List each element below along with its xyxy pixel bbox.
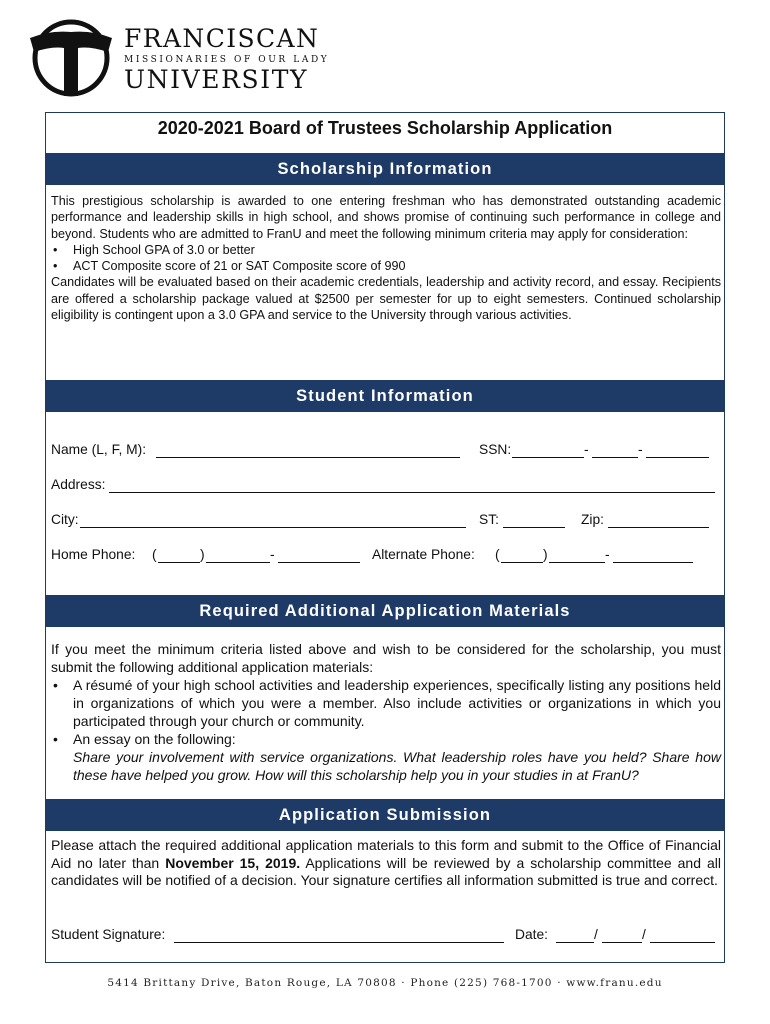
- footer-contact: 5414 Brittany Drive, Baton Rouge, LA 70808 · Phone (225) 768-1700 · www.franu.edu: [107, 977, 663, 989]
- ssn-separator: -: [638, 442, 643, 457]
- materials-item: • An essay on the following: Share your involvement with service organizations. What leadership roles have you held? Share how these have helped you grow. How will this scholarship help you in your studies in at FranU?: [53, 731, 721, 783]
- logo-missionaries: MISSIONARIES OF OUR LADY: [124, 55, 330, 65]
- ssn-separator: -: [584, 442, 589, 457]
- application-form: [45, 112, 725, 963]
- scholarship-info-section: [51, 193, 721, 323]
- scholarship-info-heading: Scholarship Information: [46, 153, 724, 185]
- signature-row: [51, 926, 721, 944]
- criteria-item: • ACT Composite score of 21 or SAT Composite score of 990: [53, 259, 406, 274]
- name-ssn-row: [51, 441, 721, 459]
- university-logo: [28, 14, 338, 98]
- form-title: 2020-2021 Board of Trustees Scholarship Application: [157, 118, 613, 138]
- home-phone-prefix[interactable]: [206, 562, 270, 563]
- submission-heading: Application Submission: [46, 799, 724, 831]
- state-field[interactable]: [503, 527, 565, 528]
- scholarship-intro: This prestigious scholarship is awarded to one entering freshman who has demonstrated outstanding academic performance and leadership skills in high school, and shows promise of continuing such performance in college and beyond. Students who are admitted to FranU and meet the following minimum criteria may apply for consideration:: [51, 194, 721, 241]
- home-phone-line[interactable]: [278, 562, 360, 563]
- materials-section: [51, 640, 721, 784]
- signature-field[interactable]: [174, 942, 504, 943]
- phone-row: [51, 546, 721, 564]
- address-row: [51, 476, 721, 494]
- phone-separator: -: [605, 547, 610, 562]
- date-month-field[interactable]: [556, 942, 594, 943]
- paren-close: ): [543, 547, 548, 562]
- paren-close: ): [200, 547, 205, 562]
- materials-intro: If you meet the minimum criteria listed above and wish to be considered for the scholarship, you must submit the following additional application materials:: [51, 641, 721, 675]
- alt-phone-label: Alternate Phone:: [372, 547, 475, 562]
- materials-item: • A résumé of your high school activities and leadership experiences, specifically listing any positions held in organizations of which you were a member. Also include activities or organizations in which you participated through your church or community.: [53, 677, 721, 729]
- date-separator: /: [642, 927, 646, 942]
- scholarship-evaluation: Candidates will be evaluated based on their academic credentials, leadership and activity record, and essay. Recipients are offered a scholarship package valued at $2500 per semester for up to eight semesters. Continued scholarship eligibility is contingent upon a 3.0 GPA and service to the University through various activities.: [51, 275, 721, 323]
- city-field[interactable]: [80, 527, 466, 528]
- date-separator: /: [594, 927, 598, 942]
- materials-heading: Required Additional Application Materials: [46, 595, 724, 627]
- deadline: November 15, 2019.: [165, 854, 301, 871]
- submission-text-part: Applications will be reviewed by a scholarship committee and all candidates will be notified of a decision. Your signature certifies all information submitted is true and correct.: [51, 854, 721, 888]
- date-label: Date:: [515, 927, 548, 942]
- zip-field[interactable]: [608, 527, 709, 528]
- phone-separator: -: [270, 547, 275, 562]
- signature-label: Student Signature:: [51, 927, 166, 942]
- zip-label: Zip:: [581, 512, 604, 527]
- criteria-item: • High School GPA of 3.0 or better: [53, 242, 255, 257]
- submission-text: [51, 837, 721, 890]
- logo-university: UNIVERSITY: [124, 65, 309, 94]
- submission-text-part: Please attach the required additional application materials to this form and submit to the Office of Financial Aid no later than: [51, 837, 721, 871]
- ssn-field-part2[interactable]: [592, 457, 638, 458]
- ssn-label: SSN:: [479, 442, 512, 457]
- paren-open: (: [495, 547, 500, 562]
- address-label: Address:: [51, 477, 106, 492]
- city-row: [51, 511, 721, 529]
- home-phone-label: Home Phone:: [51, 547, 136, 562]
- date-year-field[interactable]: [650, 942, 715, 943]
- essay-prompt: Share your involvement with service organizations. What leadership roles have you held? Share how these have helped you grow. How will this scholarship help you in your studies in at FranU?: [73, 749, 721, 783]
- alt-phone-prefix[interactable]: [549, 562, 605, 563]
- alt-phone-area-code[interactable]: [501, 562, 543, 563]
- name-label: Name (L, F, M):: [51, 442, 147, 457]
- home-phone-area-code[interactable]: [158, 562, 200, 563]
- tau-cross-icon: [28, 14, 114, 98]
- student-info-heading: Student Information: [46, 380, 724, 412]
- alt-phone-line[interactable]: [613, 562, 693, 563]
- ssn-field-part3[interactable]: [646, 457, 709, 458]
- address-field[interactable]: [109, 492, 715, 493]
- name-field[interactable]: [156, 457, 460, 458]
- ssn-field-part1[interactable]: [512, 457, 584, 458]
- paren-open: (: [152, 547, 157, 562]
- city-label: City:: [51, 512, 79, 527]
- logo-franciscan: FRANCISCAN: [124, 24, 320, 53]
- date-day-field[interactable]: [602, 942, 642, 943]
- essay-label: An essay on the following:: [73, 731, 236, 747]
- state-label: ST:: [479, 512, 499, 527]
